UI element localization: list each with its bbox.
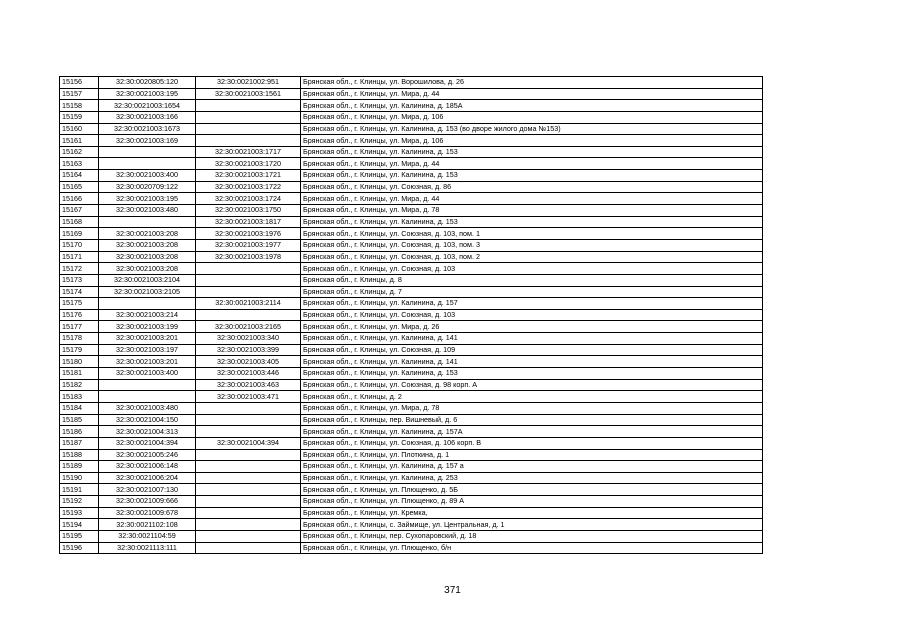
table-row [60, 309, 763, 321]
records-table-body [60, 77, 763, 554]
address-cell: Брянская обл., г. Клинцы, ул. Плющенко, б/н [301, 542, 763, 554]
building-cadastral-number-cell: 32:30:0021003:1722 [196, 181, 301, 193]
row-number-cell: 15166 [60, 193, 99, 205]
table-row [60, 356, 763, 368]
table-row [60, 181, 763, 193]
address-cell: Брянская обл., г. Клинцы, д. 8 [301, 274, 763, 286]
building-cadastral-number-cell: 32:30:0021003:399 [196, 344, 301, 356]
table-row [60, 135, 763, 147]
table-row [60, 321, 763, 333]
row-number-cell: 15183 [60, 391, 99, 403]
address-cell: Брянская обл., г. Клинцы, ул. Плющенко, д. 5Б [301, 484, 763, 496]
address-cell: Брянская обл., г. Клинцы, ул. Союзная, д. 98 корп. А [301, 379, 763, 391]
building-cadastral-number-cell [196, 402, 301, 414]
row-number-cell: 15157 [60, 88, 99, 100]
row-number-cell: 15167 [60, 205, 99, 217]
address-cell: Брянская обл., г. Клинцы, ул. Калинина, д. 157 [301, 298, 763, 310]
building-cadastral-number-cell [196, 530, 301, 542]
table-row [60, 414, 763, 426]
row-number-cell: 15165 [60, 181, 99, 193]
table-row [60, 100, 763, 112]
row-number-cell: 15181 [60, 368, 99, 380]
address-cell: Брянская обл., г. Клинцы, ул. Мира, д. 106 [301, 111, 763, 123]
table-row [60, 170, 763, 182]
row-number-cell: 15159 [60, 111, 99, 123]
building-cadastral-number-cell: 32:30:0021003:463 [196, 379, 301, 391]
address-cell: Брянская обл., г. Клинцы, ул. Союзная, д. 109 [301, 344, 763, 356]
cadastral-number-cell: 32:30:0021004:150 [99, 414, 196, 426]
cadastral-number-cell: 32:30:0021003:199 [99, 321, 196, 333]
address-cell: Брянская обл., г. Клинцы, д. 2 [301, 391, 763, 403]
table-row [60, 123, 763, 135]
table-row [60, 228, 763, 240]
building-cadastral-number-cell [196, 519, 301, 531]
cadastral-number-cell: 32:30:0020805:120 [99, 77, 196, 89]
address-cell: Брянская обл., г. Клинцы, с. Займище, ул. Центральная, д. 1 [301, 519, 763, 531]
address-cell: Брянская обл., г. Клинцы, ул. Калинина, д. 153 [301, 216, 763, 228]
row-number-cell: 15176 [60, 309, 99, 321]
address-cell: Брянская обл., г. Клинцы, ул. Мира, д. 78 [301, 402, 763, 414]
cadastral-number-cell: 32:30:0021003:1673 [99, 123, 196, 135]
building-cadastral-number-cell: 32:30:0021003:1978 [196, 251, 301, 263]
cadastral-number-cell: 32:30:0021004:394 [99, 437, 196, 449]
cadastral-number-cell: 32:30:0021003:201 [99, 356, 196, 368]
building-cadastral-number-cell: 32:30:0021003:446 [196, 368, 301, 380]
table-row [60, 426, 763, 438]
address-cell: Брянская обл., г. Клинцы, ул. Союзная, д. 103, пом. 1 [301, 228, 763, 240]
table-row [60, 402, 763, 414]
row-number-cell: 15191 [60, 484, 99, 496]
address-cell: Брянская обл., г. Клинцы, ул. Мира, д. 44 [301, 88, 763, 100]
address-cell: Брянская обл., г. Клинцы, ул. Калинина, д. 153 (во дворе жилого дома №153) [301, 123, 763, 135]
row-number-cell: 15174 [60, 286, 99, 298]
building-cadastral-number-cell: 32:30:0021003:1750 [196, 205, 301, 217]
table-row [60, 146, 763, 158]
building-cadastral-number-cell [196, 507, 301, 519]
address-cell: Брянская обл., г. Клинцы, пер. Сухопаровский, д. 18 [301, 530, 763, 542]
table-row [60, 344, 763, 356]
building-cadastral-number-cell: 32:30:0021003:1721 [196, 170, 301, 182]
cadastral-number-cell: 32:30:0021003:166 [99, 111, 196, 123]
building-cadastral-number-cell: 32:30:0021003:1561 [196, 88, 301, 100]
address-cell: Брянская обл., г. Клинцы, ул. Калинина, д. 157А [301, 426, 763, 438]
row-number-cell: 15164 [60, 170, 99, 182]
row-number-cell: 15161 [60, 135, 99, 147]
table-row [60, 274, 763, 286]
cadastral-number-cell: 32:30:0021113:111 [99, 542, 196, 554]
cadastral-number-cell: 32:30:0021003:2105 [99, 286, 196, 298]
table-row [60, 251, 763, 263]
row-number-cell: 15160 [60, 123, 99, 135]
row-number-cell: 15184 [60, 402, 99, 414]
cadastral-number-cell: 32:30:0021007:130 [99, 484, 196, 496]
cadastral-number-cell: 32:30:0021003:201 [99, 333, 196, 345]
page-number: 371 [444, 585, 461, 596]
table-row [60, 507, 763, 519]
table-row [60, 333, 763, 345]
row-number-cell: 15190 [60, 472, 99, 484]
building-cadastral-number-cell [196, 472, 301, 484]
cadastral-number-cell [99, 379, 196, 391]
cadastral-number-cell: 32:30:0021006:204 [99, 472, 196, 484]
building-cadastral-number-cell: 32:30:0021003:1817 [196, 216, 301, 228]
row-number-cell: 15178 [60, 333, 99, 345]
cadastral-number-cell [99, 298, 196, 310]
row-number-cell: 15177 [60, 321, 99, 333]
address-cell: Брянская обл., г. Клинцы, ул. Калинина, д. 153 [301, 170, 763, 182]
row-number-cell: 15193 [60, 507, 99, 519]
building-cadastral-number-cell: 32:30:0021003:1977 [196, 239, 301, 251]
building-cadastral-number-cell [196, 274, 301, 286]
cadastral-number-cell: 32:30:0021006:148 [99, 461, 196, 473]
address-cell: Брянская обл., г. Клинцы, ул. Союзная, д. 103 [301, 263, 763, 275]
cadastral-number-cell [99, 391, 196, 403]
cadastral-number-cell: 32:30:0021003:208 [99, 263, 196, 275]
building-cadastral-number-cell: 32:30:0021003:340 [196, 333, 301, 345]
table-row [60, 298, 763, 310]
address-cell: Брянская обл., г. Клинцы, ул. Союзная, д. 106 корп. В [301, 437, 763, 449]
cadastral-number-cell: 32:30:0021009:666 [99, 496, 196, 508]
building-cadastral-number-cell: 32:30:0021003:2165 [196, 321, 301, 333]
cadastral-number-cell: 32:30:0021003:400 [99, 170, 196, 182]
address-cell: Брянская обл., г. Клинцы, ул. Ворошилова, д. 26 [301, 77, 763, 89]
address-cell: Брянская обл., г. Клинцы, ул. Калинина, д. 153 [301, 368, 763, 380]
table-row [60, 519, 763, 531]
cadastral-number-cell [99, 158, 196, 170]
cadastral-number-cell: 32:30:0020709:122 [99, 181, 196, 193]
row-number-cell: 15192 [60, 496, 99, 508]
building-cadastral-number-cell [196, 309, 301, 321]
address-cell: Брянская обл., г. Клинцы, ул. Калинина, д. 157 а [301, 461, 763, 473]
table-row [60, 437, 763, 449]
row-number-cell: 15196 [60, 542, 99, 554]
building-cadastral-number-cell [196, 461, 301, 473]
table-row [60, 77, 763, 89]
address-cell: Брянская обл., г. Клинцы, ул. Мира, д. 44 [301, 158, 763, 170]
cadastral-number-cell: 32:30:0021009:678 [99, 507, 196, 519]
address-cell: Брянская обл., г. Клинцы, ул. Мира, д. 26 [301, 321, 763, 333]
cadastral-number-cell: 32:30:0021003:208 [99, 251, 196, 263]
cadastral-number-cell: 32:30:0021003:214 [99, 309, 196, 321]
address-cell: Брянская обл., г. Клинцы, ул. Калинина, д. 141 [301, 333, 763, 345]
cadastral-number-cell: 32:30:0021003:480 [99, 205, 196, 217]
row-number-cell: 15170 [60, 239, 99, 251]
cadastral-number-cell [99, 146, 196, 158]
building-cadastral-number-cell [196, 414, 301, 426]
row-number-cell: 15185 [60, 414, 99, 426]
table-row [60, 496, 763, 508]
address-cell: Брянская обл., г. Клинцы, ул. Плоткина, д. 1 [301, 449, 763, 461]
building-cadastral-number-cell: 32:30:0021003:1717 [196, 146, 301, 158]
cadastral-number-cell: 32:30:0021003:197 [99, 344, 196, 356]
cadastral-number-cell: 32:30:0021104:59 [99, 530, 196, 542]
row-number-cell: 15173 [60, 274, 99, 286]
cadastral-number-cell: 32:30:0021003:400 [99, 368, 196, 380]
row-number-cell: 15180 [60, 356, 99, 368]
row-number-cell: 15168 [60, 216, 99, 228]
building-cadastral-number-cell: 32:30:0021003:1720 [196, 158, 301, 170]
building-cadastral-number-cell [196, 286, 301, 298]
address-cell: Брянская обл., г. Клинцы, ул. Мира, д. 44 [301, 193, 763, 205]
table-row [60, 111, 763, 123]
building-cadastral-number-cell [196, 123, 301, 135]
table-row [60, 263, 763, 275]
table-row [60, 286, 763, 298]
address-cell: Брянская обл., г. Клинцы, ул. Плющенко, д. 89 А [301, 496, 763, 508]
building-cadastral-number-cell: 32:30:0021003:1724 [196, 193, 301, 205]
cadastral-number-cell: 32:30:0021003:195 [99, 88, 196, 100]
building-cadastral-number-cell: 32:30:0021004:394 [196, 437, 301, 449]
address-cell: Брянская обл., г. Клинцы, ул. Союзная, д. 103, пом. 2 [301, 251, 763, 263]
cadastral-number-cell: 32:30:0021003:169 [99, 135, 196, 147]
cadastral-number-cell: 32:30:0021003:195 [99, 193, 196, 205]
row-number-cell: 15179 [60, 344, 99, 356]
cadastral-number-cell: 32:30:0021003:480 [99, 402, 196, 414]
cadastral-number-cell: 32:30:0021005:246 [99, 449, 196, 461]
records-table [59, 76, 763, 554]
cadastral-number-cell: 32:30:0021003:1654 [99, 100, 196, 112]
building-cadastral-number-cell [196, 135, 301, 147]
cadastral-number-cell: 32:30:0021003:208 [99, 239, 196, 251]
table-row [60, 379, 763, 391]
row-number-cell: 15182 [60, 379, 99, 391]
row-number-cell: 15195 [60, 530, 99, 542]
table-row [60, 542, 763, 554]
row-number-cell: 15162 [60, 146, 99, 158]
row-number-cell: 15186 [60, 426, 99, 438]
row-number-cell: 15169 [60, 228, 99, 240]
table-row [60, 391, 763, 403]
table-row [60, 205, 763, 217]
cadastral-number-cell: 32:30:0021003:2104 [99, 274, 196, 286]
row-number-cell: 15163 [60, 158, 99, 170]
table-row [60, 449, 763, 461]
building-cadastral-number-cell [196, 263, 301, 275]
address-cell: Брянская обл., г. Клинцы, ул. Союзная, д. 86 [301, 181, 763, 193]
row-number-cell: 15189 [60, 461, 99, 473]
address-cell: Брянская обл., г. Клинцы, ул. Союзная, д. 103 [301, 309, 763, 321]
address-cell: Брянская обл., г. Клинцы, д. 7 [301, 286, 763, 298]
address-cell: Брянская обл., г. Клинцы, ул. Калинина, д. 153 [301, 146, 763, 158]
table-row [60, 88, 763, 100]
building-cadastral-number-cell [196, 426, 301, 438]
building-cadastral-number-cell [196, 449, 301, 461]
table-row [60, 472, 763, 484]
building-cadastral-number-cell: 32:30:0021003:405 [196, 356, 301, 368]
address-cell: Брянская обл., г. Клинцы, ул. Союзная, д. 103, пом. 3 [301, 239, 763, 251]
building-cadastral-number-cell: 32:30:0021003:2114 [196, 298, 301, 310]
row-number-cell: 15188 [60, 449, 99, 461]
table-row [60, 193, 763, 205]
address-cell: Брянская обл., г. Клинцы, ул. Калинина, д. 185А [301, 100, 763, 112]
row-number-cell: 15172 [60, 263, 99, 275]
building-cadastral-number-cell [196, 484, 301, 496]
table-row [60, 239, 763, 251]
row-number-cell: 15156 [60, 77, 99, 89]
row-number-cell: 15175 [60, 298, 99, 310]
address-cell: Брянская обл., г. Клинцы, ул. Мира, д. 106 [301, 135, 763, 147]
cadastral-number-cell: 32:30:0021004:313 [99, 426, 196, 438]
row-number-cell: 15158 [60, 100, 99, 112]
table-row [60, 158, 763, 170]
address-cell: Брянская обл., г. Клинцы, ул. Кремка, [301, 507, 763, 519]
building-cadastral-number-cell [196, 542, 301, 554]
cadastral-number-cell: 32:30:0021003:208 [99, 228, 196, 240]
row-number-cell: 15194 [60, 519, 99, 531]
address-cell: Брянская обл., г. Клинцы, ул. Калинина, д. 141 [301, 356, 763, 368]
cadastral-number-cell: 32:30:0021102:108 [99, 519, 196, 531]
table-row [60, 216, 763, 228]
building-cadastral-number-cell [196, 496, 301, 508]
table-row [60, 368, 763, 380]
building-cadastral-number-cell: 32:30:0021003:1976 [196, 228, 301, 240]
building-cadastral-number-cell: 32:30:0021002:951 [196, 77, 301, 89]
address-cell: Брянская обл., г. Клинцы, пер. Вишневый, д. 6 [301, 414, 763, 426]
address-cell: Брянская обл., г. Клинцы, ул. Калинина, д. 253 [301, 472, 763, 484]
table-row [60, 484, 763, 496]
address-cell: Брянская обл., г. Клинцы, ул. Мира, д. 78 [301, 205, 763, 217]
cadastral-number-cell [99, 216, 196, 228]
building-cadastral-number-cell [196, 111, 301, 123]
table-row [60, 530, 763, 542]
building-cadastral-number-cell: 32:30:0021003:471 [196, 391, 301, 403]
building-cadastral-number-cell [196, 100, 301, 112]
row-number-cell: 15171 [60, 251, 99, 263]
row-number-cell: 15187 [60, 437, 99, 449]
table-row [60, 461, 763, 473]
